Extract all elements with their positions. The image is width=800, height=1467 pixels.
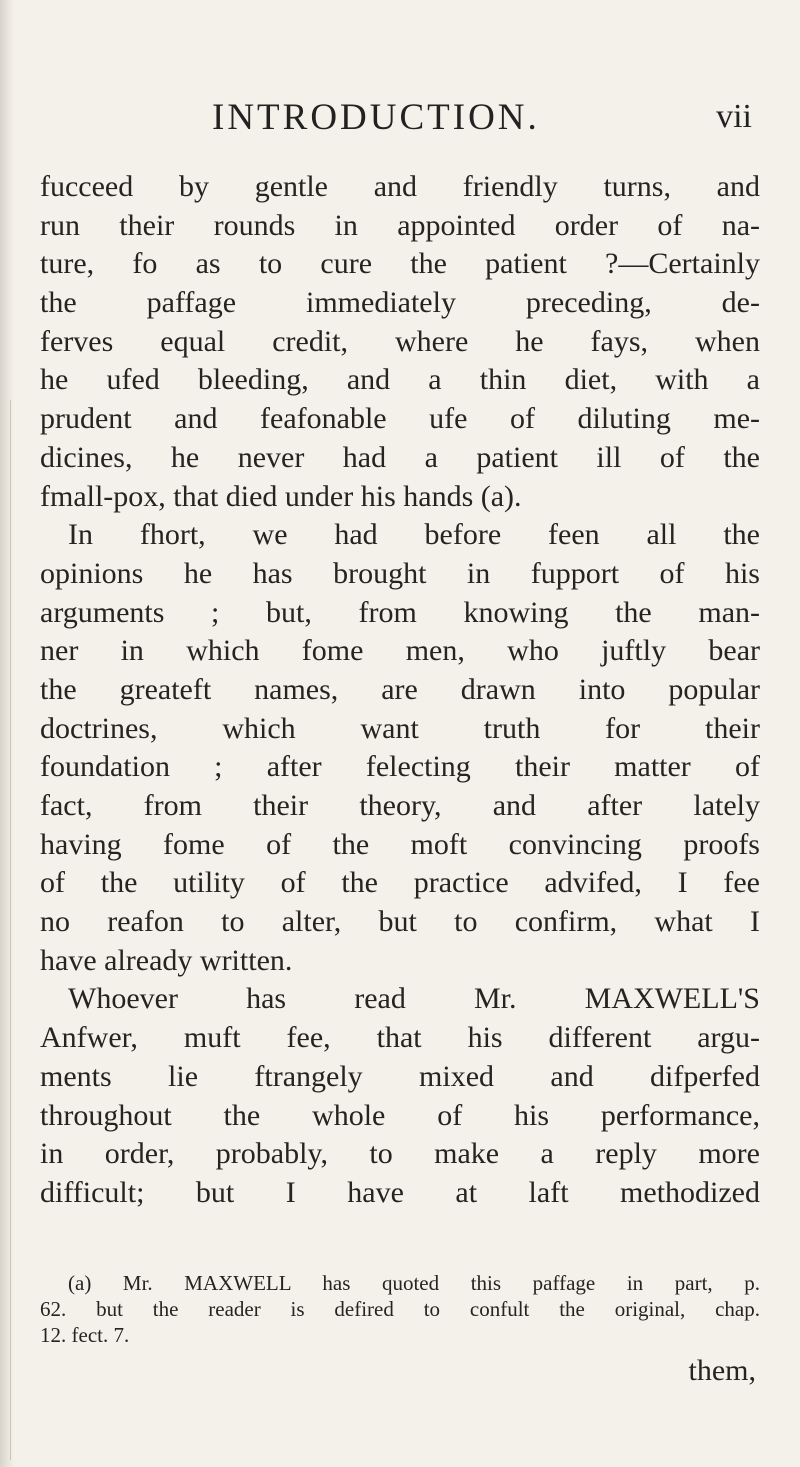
text-line: arguments ; but, from knowing the man- bbox=[40, 595, 760, 629]
text-line: having fome of the moft convincing proofs bbox=[40, 827, 760, 861]
text-line: ferves equal credit, where he fays, when bbox=[40, 324, 760, 358]
page-gutter-shadow bbox=[0, 0, 14, 1467]
running-title: INTRODUCTION. bbox=[212, 97, 540, 138]
text-line: fact, from their theory, and after lately bbox=[40, 789, 760, 822]
footnote bbox=[40, 1270, 760, 1348]
text-line: foundation ; after felecting their matter of bbox=[40, 750, 760, 784]
text-line: opinions he has brought in fupport of his bbox=[40, 556, 760, 590]
text-line: prudent and feafonable ufe of diluting me- bbox=[40, 402, 760, 436]
page-number: vii bbox=[716, 98, 752, 135]
text-line: dicines, he never had a patient ill of the bbox=[40, 440, 760, 474]
paragraph-start: In fhort, we had before feen all the bbox=[68, 518, 760, 552]
text-line: in order, probably, to make a reply more bbox=[40, 1137, 760, 1171]
text-line: doctrines, which want truth for their bbox=[40, 711, 760, 745]
text-line: have already written. bbox=[40, 943, 293, 977]
paragraph-start: Whoever has read Mr. MAXWELL'S bbox=[68, 982, 760, 1016]
text-line: he ufed bleeding, and a thin diet, with a bbox=[40, 363, 760, 397]
body-text bbox=[40, 168, 760, 1213]
text-line: the greateft names, are drawn into popular bbox=[40, 672, 760, 706]
text-line: ture, fo as to cure the patient ?—Certainly bbox=[40, 247, 760, 281]
text-line: throughout the whole of his performance, bbox=[40, 1098, 760, 1132]
text-line: difficult; but I have at laft methodized bbox=[40, 1175, 760, 1209]
text-line: fucceed by gentle and friendly turns, and bbox=[40, 170, 760, 203]
text-line: Anfwer, muft fee, that his different argu- bbox=[40, 1021, 760, 1055]
catchword: them, bbox=[688, 1354, 756, 1387]
text-line: the paffage immediately preceding, de- bbox=[40, 286, 760, 320]
page-edge bbox=[10, 400, 11, 1460]
text-line: fmall-pox, that died under his hands (a). bbox=[40, 479, 522, 513]
text-line: ner in which fome men, who juftly bear bbox=[40, 634, 760, 668]
text-line: ments lie ftrangely mixed and difperfed bbox=[40, 1059, 760, 1093]
text-line: no reafon to alter, but to confirm, what I bbox=[40, 905, 760, 939]
text-line: run their rounds in appointed order of na- bbox=[40, 208, 760, 242]
text-line: of the utility of the practice advifed, I fee bbox=[40, 866, 760, 900]
footnote-line: (a) Mr. MAXWELL has quoted this paffage in part, p. bbox=[68, 1271, 760, 1295]
footnote-line: 12. fect. 7. bbox=[40, 1323, 130, 1347]
footnote-line: 62. but the reader is defired to confult the original, chap. bbox=[40, 1297, 760, 1321]
running-head bbox=[212, 96, 752, 146]
